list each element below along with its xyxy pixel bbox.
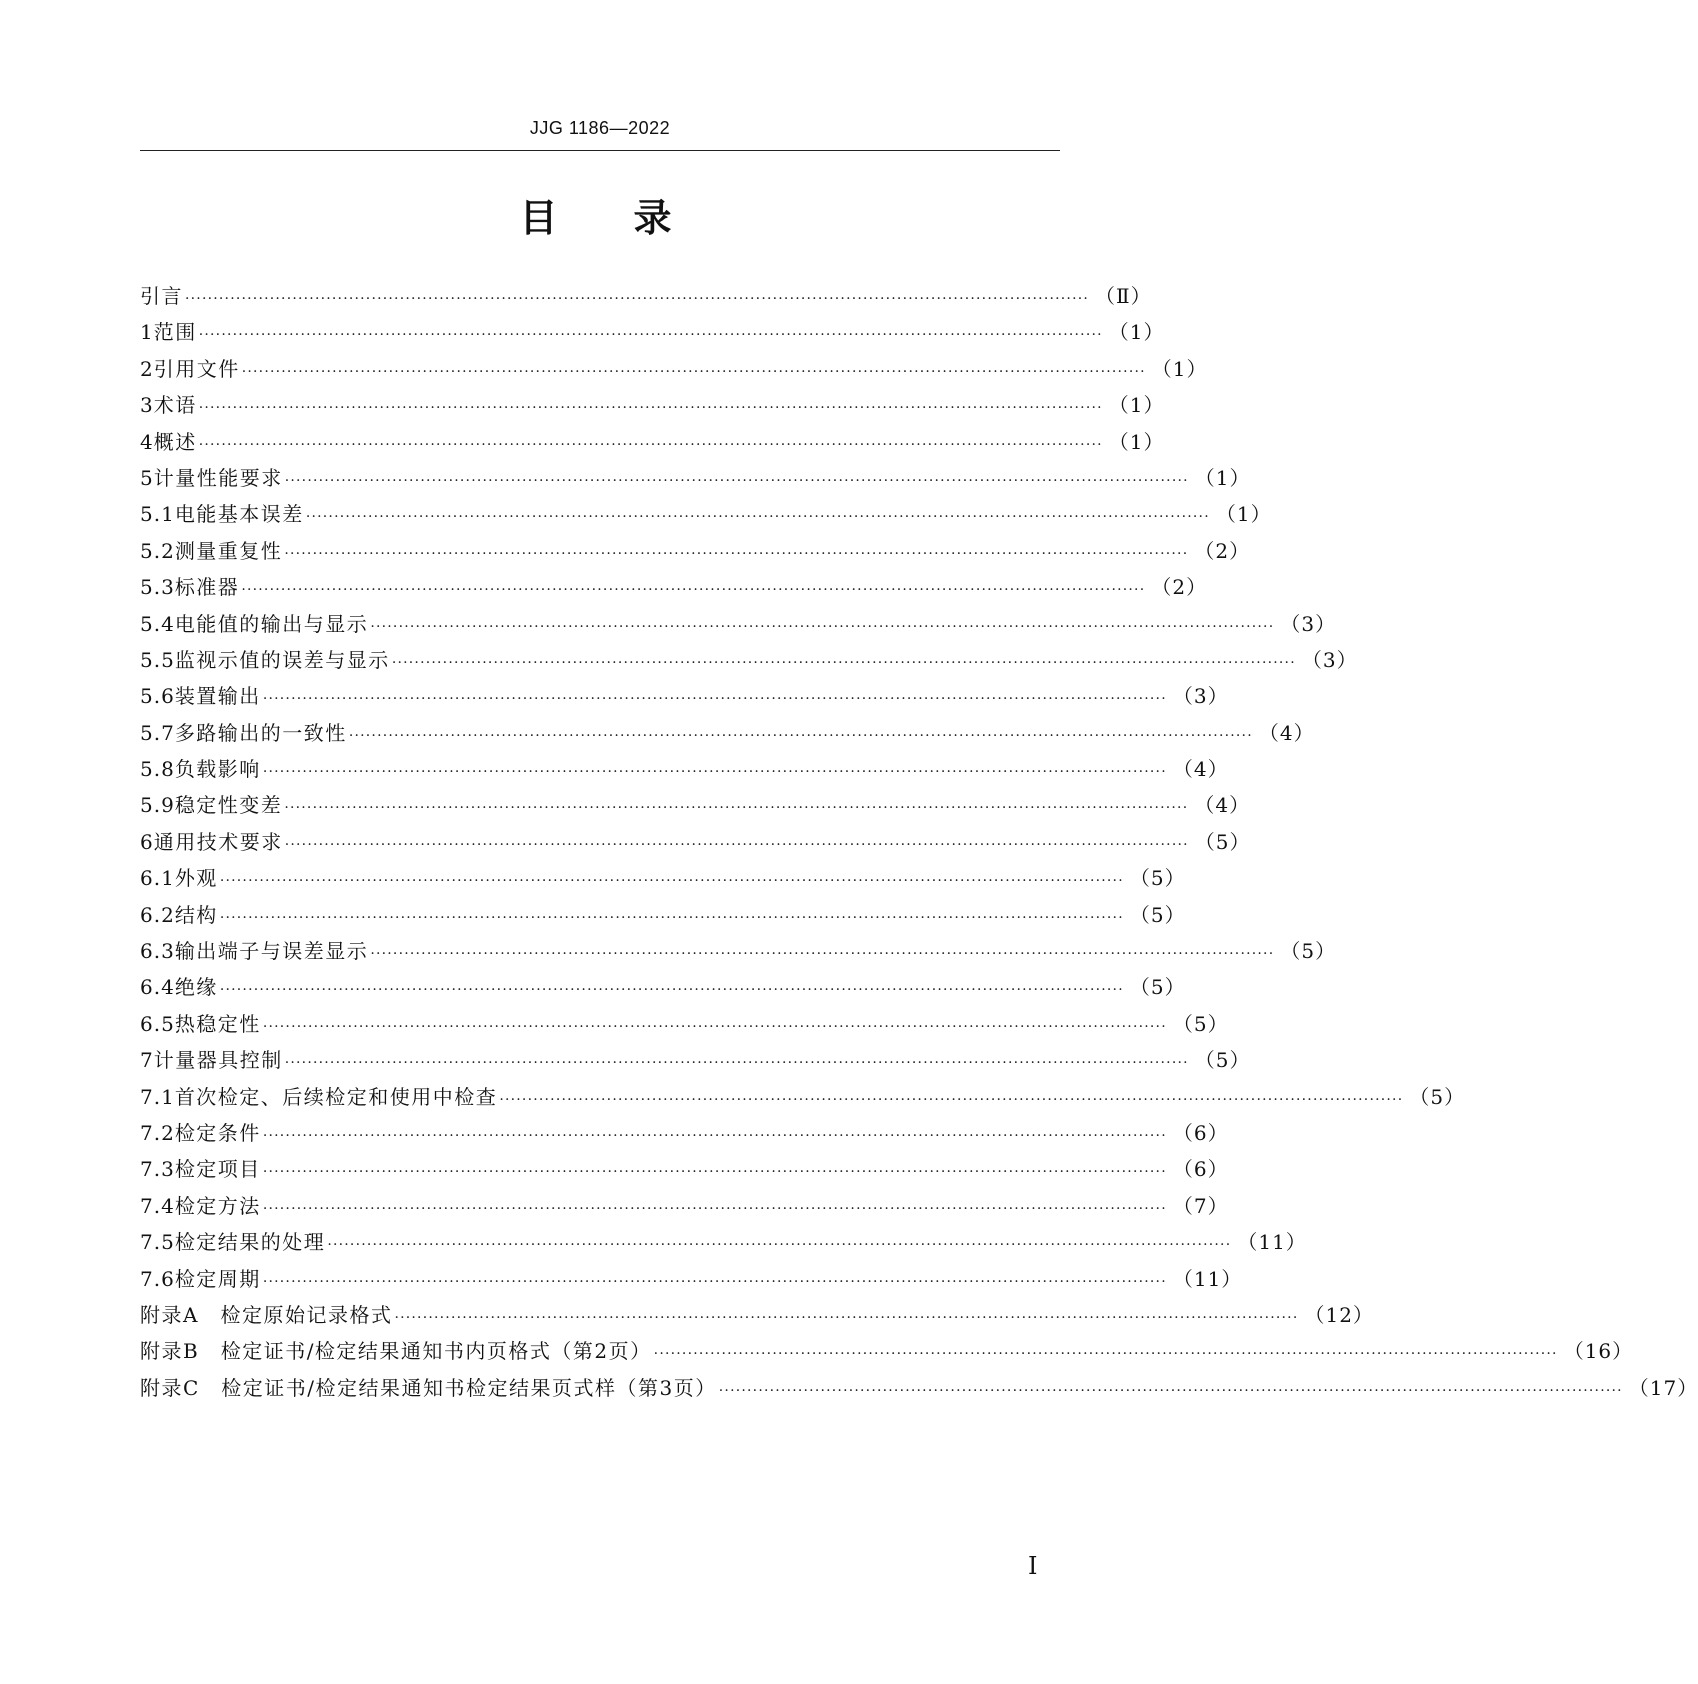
toc-entry-label: 附录A 检定原始记录格式	[140, 1302, 393, 1327]
page-folio: Ⅰ	[1028, 1554, 1038, 1580]
toc-entry-number: 6.5	[140, 1011, 175, 1036]
toc-entry-label: 首次检定、后续检定和使用中检查	[174, 1084, 498, 1109]
dot-leader: ································································································································································	[241, 582, 1146, 599]
toc-entry-number: 6.4	[140, 975, 175, 1000]
toc-entry-number: 5.3	[140, 575, 175, 600]
dot-leader: ································································································································································	[262, 1127, 1167, 1144]
toc-entry-page: （11）	[1237, 1230, 1307, 1255]
toc-entry-number: 7.6	[140, 1266, 175, 1291]
toc-entry-number: 3	[140, 393, 154, 418]
dot-leader: ································································································································································	[198, 400, 1103, 417]
dot-leader: ································································································································································	[262, 1018, 1167, 1035]
toc-entry-label: 检定项目	[174, 1157, 261, 1182]
toc-entry-label: 通用技术要求	[153, 829, 283, 854]
dot-leader: ································································································································································	[394, 1309, 1299, 1326]
header-rule	[140, 150, 1060, 151]
toc-entry-label: 术语	[153, 393, 197, 418]
toc-entry-number: 5	[140, 465, 154, 490]
toc-entry-number: 1	[140, 320, 154, 345]
toc-entry-label: 范围	[153, 320, 197, 345]
toc-entry	[140, 1188, 1229, 1224]
toc-entry-page: （17）	[1628, 1375, 1698, 1400]
toc-entry-number: 5.6	[140, 684, 175, 709]
dot-leader: ································································································································································	[370, 946, 1275, 963]
toc-entry	[140, 933, 1337, 969]
table-of-contents	[140, 278, 1698, 1406]
toc-entry-number: 7.4	[140, 1193, 175, 1218]
toc-entry	[140, 787, 1251, 823]
toc-entry	[140, 387, 1165, 423]
toc-entry-label: 热稳定性	[174, 1011, 261, 1036]
toc-entry	[140, 606, 1337, 642]
toc-entry	[140, 533, 1251, 569]
dot-leader: ································································································································································	[198, 436, 1103, 453]
dot-leader: ································································································································································	[219, 909, 1124, 926]
dot-leader: ································································································································································	[198, 327, 1103, 344]
toc-entry-page: （2）	[1151, 575, 1208, 600]
page-title: 目 录	[519, 196, 672, 240]
toc-entry	[140, 351, 1208, 387]
toc-entry-page: （6）	[1172, 1120, 1229, 1145]
toc-entry-label: 结构	[174, 902, 218, 927]
toc-entry-page: （3）	[1280, 611, 1337, 636]
toc-entry-label: 标准器	[174, 575, 240, 600]
toc-entry-page: （1）	[1215, 502, 1272, 527]
toc-entry-label: 附录C 检定证书/检定结果通知书检定结果页式样（第3页）	[140, 1375, 717, 1400]
dot-leader: ································································································································································	[185, 291, 1090, 307]
toc-entry	[140, 1261, 1243, 1297]
toc-entry-label: 附录B 检定证书/检定结果通知书内页格式（第2页）	[140, 1339, 652, 1364]
toc-entry	[140, 860, 1186, 896]
toc-entry-page: （16）	[1563, 1339, 1634, 1364]
toc-entry-number: 6	[140, 829, 154, 854]
toc-entry-number: 5.9	[140, 793, 175, 818]
toc-entry-label: 引言	[140, 284, 183, 308]
toc-entry-page: （12）	[1304, 1302, 1374, 1327]
dot-leader: ································································································································································	[262, 1273, 1167, 1290]
toc-entry-label: 检定方法	[174, 1193, 261, 1218]
toc-entry-label: 计量性能要求	[153, 465, 283, 490]
dot-leader: ································································································································································	[284, 800, 1189, 817]
toc-entry-page: （5）	[1129, 866, 1186, 891]
toc-entry-label: 负载影响	[174, 757, 261, 782]
toc-entry	[140, 569, 1208, 605]
dot-leader: ································································································································································	[391, 654, 1296, 671]
dot-leader: ································································································································································	[370, 618, 1275, 635]
toc-entry	[140, 1151, 1229, 1187]
toc-entry	[140, 897, 1186, 933]
toc-entry-page: （1）	[1108, 320, 1165, 345]
toc-entry-label: 绝缘	[174, 975, 218, 1000]
toc-entry-page: （4）	[1258, 720, 1315, 745]
toc-entry	[140, 1224, 1307, 1260]
document-header-code: JJG 1186—2022	[529, 118, 671, 138]
toc-entry-label: 概述	[153, 429, 197, 454]
toc-entry-label: 监视示值的误差与显示	[174, 647, 390, 672]
toc-entry-number: 7.2	[140, 1120, 175, 1145]
toc-entry-number: 6.2	[140, 902, 175, 927]
toc-entry-page: （1）	[1194, 465, 1251, 490]
toc-entry-number: 5.5	[140, 647, 175, 672]
toc-entry	[140, 424, 1165, 460]
toc-entry-number: 7	[140, 1048, 154, 1073]
toc-entry	[140, 678, 1229, 714]
toc-entry-number: 6.3	[140, 939, 175, 964]
dot-leader: ································································································································································	[348, 727, 1253, 744]
toc-entry-page: （1）	[1108, 429, 1165, 454]
toc-entry	[140, 969, 1186, 1005]
toc-entry-page: （11）	[1172, 1266, 1243, 1291]
toc-entry-label: 引用文件	[153, 356, 240, 381]
dot-leader: ································································································································································	[262, 1200, 1167, 1217]
toc-entry-page: （3）	[1301, 647, 1358, 672]
toc-entry-page: （5）	[1129, 975, 1186, 1000]
toc-entry-page: （5）	[1172, 1011, 1229, 1036]
toc-entry	[140, 278, 1152, 314]
toc-entry-page: （5）	[1280, 939, 1337, 964]
toc-entry-label: 电能基本误差	[174, 502, 304, 527]
toc-entry	[140, 1297, 1374, 1333]
toc-entry	[140, 715, 1315, 751]
toc-entry-page: （7）	[1172, 1193, 1229, 1218]
toc-entry-label: 测量重复性	[174, 538, 283, 563]
toc-entry	[140, 460, 1251, 496]
dot-leader: ································································································································································	[284, 836, 1189, 853]
toc-entry-number: 5.2	[140, 538, 175, 563]
dot-leader: ································································································································································	[499, 1091, 1404, 1108]
toc-entry-page: （5）	[1409, 1084, 1466, 1109]
dot-leader: ································································································································································	[262, 1164, 1167, 1181]
toc-entry	[140, 314, 1165, 350]
toc-entry-label: 检定结果的处理	[174, 1230, 326, 1255]
toc-entry-number: 7.3	[140, 1157, 175, 1182]
toc-entry-page: （5）	[1194, 1048, 1251, 1073]
toc-entry-number: 6.1	[140, 866, 175, 891]
dot-leader: ································································································································································	[305, 509, 1210, 526]
toc-entry-label: 检定周期	[174, 1266, 261, 1291]
toc-entry	[140, 1370, 1698, 1406]
dot-leader: ································································································································································	[262, 691, 1167, 708]
toc-entry-label: 计量器具控制	[153, 1048, 283, 1073]
dot-leader: ································································································································································	[284, 1055, 1189, 1072]
toc-entry-number: 5.8	[140, 757, 175, 782]
toc-entry	[140, 824, 1251, 860]
toc-entry-page: （Ⅱ）	[1095, 284, 1152, 308]
dot-leader: ································································································································································	[718, 1382, 1623, 1399]
toc-entry-page: （3）	[1172, 684, 1229, 709]
toc-entry-number: 5.1	[140, 502, 175, 527]
toc-entry	[140, 1333, 1634, 1369]
dot-leader: ································································································································································	[262, 764, 1167, 781]
toc-entry-number: 5.4	[140, 611, 175, 636]
toc-entry-page: （5）	[1129, 902, 1186, 927]
toc-entry	[140, 751, 1229, 787]
toc-entry-page: （2）	[1194, 538, 1251, 563]
toc-entry	[140, 1006, 1229, 1042]
toc-entry-label: 外观	[174, 866, 218, 891]
toc-entry	[140, 496, 1272, 532]
toc-entry-page: （1）	[1108, 393, 1165, 418]
toc-entry-number: 2	[140, 356, 154, 381]
toc-entry-number: 5.7	[140, 720, 175, 745]
dot-leader: ································································································································································	[241, 363, 1146, 380]
dot-leader: ································································································································································	[219, 873, 1124, 890]
toc-entry-label: 装置输出	[174, 684, 261, 709]
toc-entry	[140, 642, 1358, 678]
dot-leader: ································································································································································	[284, 472, 1189, 489]
toc-entry-page: （4）	[1172, 757, 1229, 782]
toc-entry	[140, 1079, 1466, 1115]
toc-entry	[140, 1042, 1251, 1078]
toc-entry-label: 多路输出的一致性	[174, 720, 347, 745]
toc-entry-label: 稳定性变差	[174, 793, 283, 818]
dot-leader: ································································································································································	[653, 1346, 1558, 1363]
dot-leader: ································································································································································	[219, 982, 1124, 999]
toc-entry-number: 7.1	[140, 1084, 175, 1109]
dot-leader: ································································································································································	[284, 545, 1189, 562]
toc-entry-number: 4	[140, 429, 154, 454]
toc-entry-page: （4）	[1194, 793, 1251, 818]
toc-entry-label: 电能值的输出与显示	[174, 611, 369, 636]
toc-entry-page: （5）	[1194, 829, 1251, 854]
toc-entry-label: 检定条件	[174, 1120, 261, 1145]
dot-leader: ································································································································································	[327, 1237, 1232, 1254]
toc-entry-page: （6）	[1172, 1157, 1229, 1182]
toc-entry-number: 7.5	[140, 1230, 175, 1255]
toc-entry	[140, 1115, 1229, 1151]
toc-entry-label: 输出端子与误差显示	[174, 939, 369, 964]
toc-entry-page: （1）	[1151, 356, 1208, 381]
